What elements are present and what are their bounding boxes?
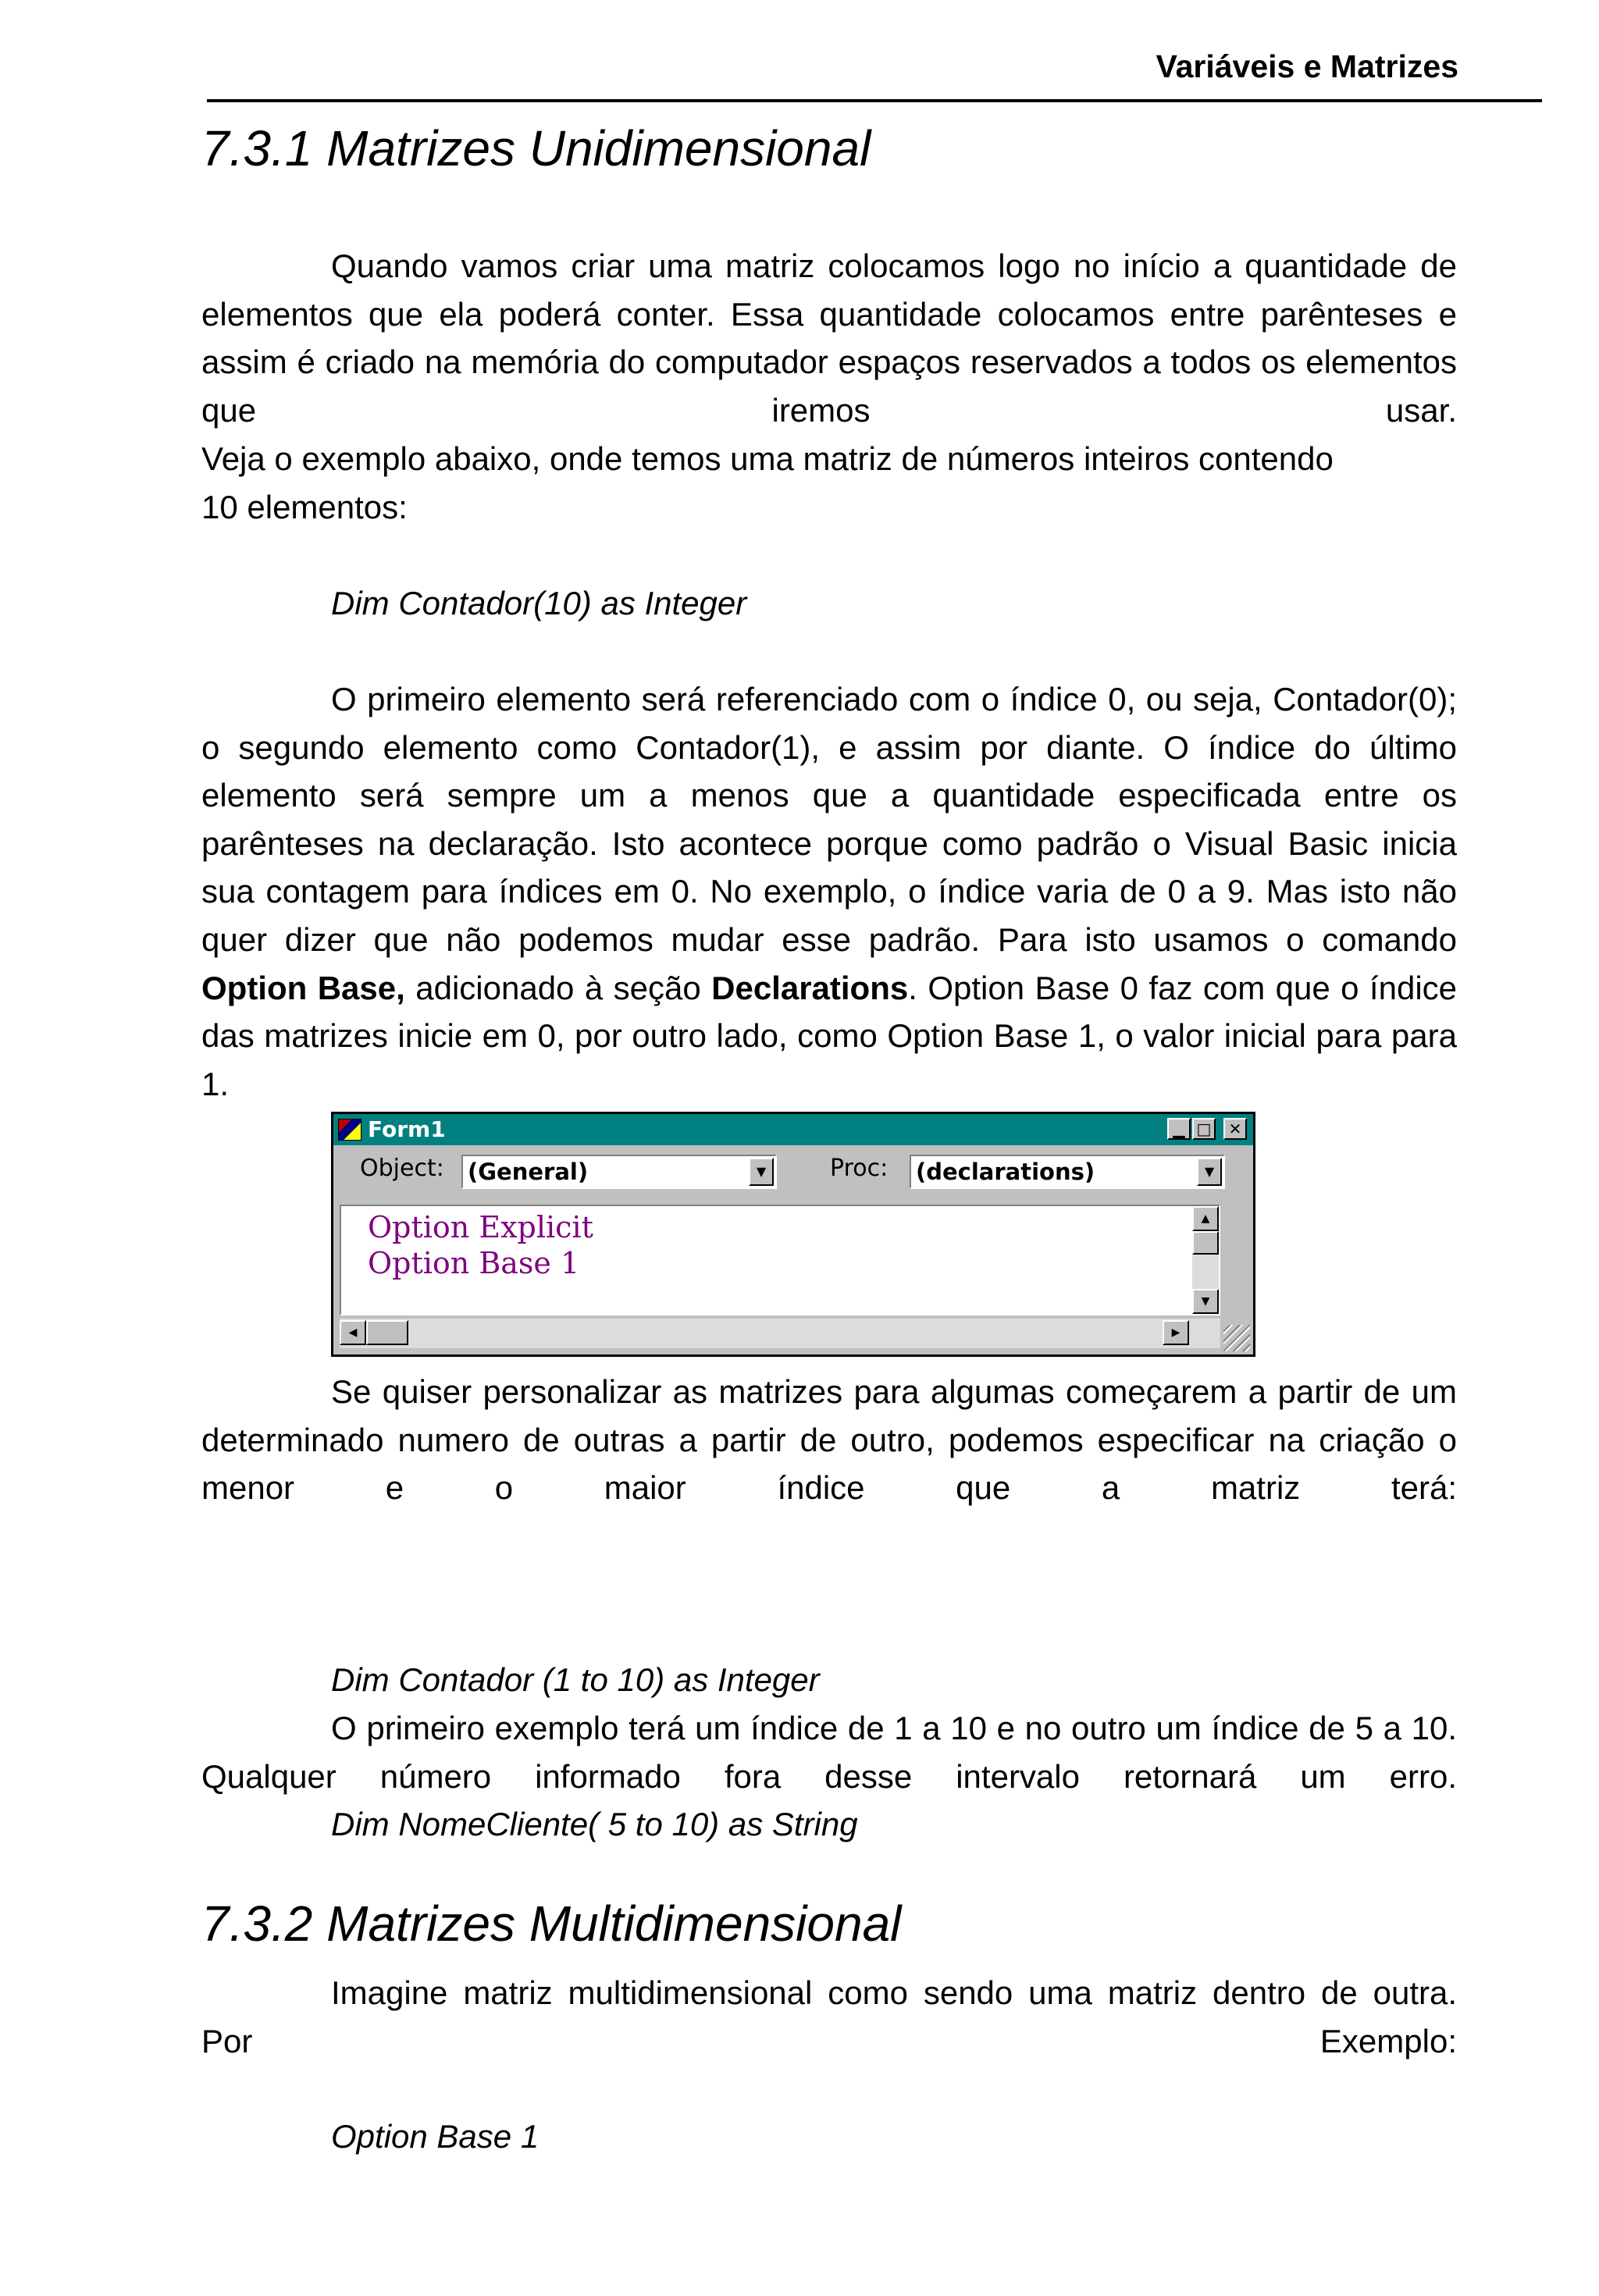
paragraph-multidimensional: Imagine matriz multidimensional como sendo uma matriz dentro de outra. Por Exemplo: — [201, 1974, 1457, 2059]
chevron-down-icon[interactable]: ▼ — [1197, 1158, 1222, 1186]
scroll-right-arrow-icon[interactable]: ▶ — [1163, 1320, 1189, 1345]
scroll-down-arrow-icon[interactable]: ▼ — [1192, 1289, 1219, 1314]
paragraph-index-explanation — [201, 675, 1457, 1108]
scroll-up-arrow-icon[interactable]: ▲ — [1192, 1206, 1219, 1231]
paragraph-line: Veja o exemplo abaixo, onde temos uma matriz de números inteiros contendo — [201, 440, 1334, 477]
section-heading-7-3-1: 7.3.1 Matrizes Unidimensional — [201, 120, 871, 176]
window-title: Form1 — [368, 1116, 446, 1142]
paragraph-bounds-explanation: O primeiro exemplo terá um índice de 1 a 10 e no outro um índice de 5 a 10. Qualquer número informado fora desse intervalo retornará um erro. — [201, 1710, 1457, 1795]
bold-term-option-base: Option Base, — [201, 969, 405, 1006]
scroll-thumb[interactable] — [1192, 1231, 1219, 1255]
proc-label: Proc: — [830, 1155, 889, 1182]
horizontal-scrollbar[interactable] — [340, 1319, 1220, 1348]
scroll-thumb[interactable] — [366, 1320, 408, 1345]
code-line: Dim Contador (1 to 10) as Integer — [331, 1661, 820, 1699]
resize-grip-icon[interactable] — [1223, 1325, 1250, 1351]
close-button[interactable]: ✕ — [1223, 1118, 1247, 1140]
code-editor[interactable] — [340, 1205, 1220, 1315]
scroll-left-arrow-icon[interactable]: ◀ — [340, 1320, 366, 1345]
window-titlebar[interactable] — [333, 1114, 1253, 1145]
paragraph-intro: Quando vamos criar uma matriz colocamos logo no início a quantidade de elementos que ela poderá conter. Essa quantidade colocamos entre parênteses e assim é criado na memória do computador espaços reservados a todos os elementos que iremos usar. — [201, 247, 1457, 429]
object-dropdown-value: (General) — [468, 1159, 589, 1185]
text-run: . Option Base 0 faz com que o índice das matrizes inicie em 0, por outro lado, como Option Base 1, o valor inicial para para 1. — [201, 969, 1458, 1102]
vb-app-icon — [338, 1119, 361, 1141]
vb-code-window — [331, 1112, 1255, 1357]
running-header: Variáveis e Matrizes — [1156, 48, 1458, 84]
code-line: Option Base 1 — [368, 1246, 580, 1280]
code-line: Dim NomeCliente( 5 to 10) as String — [331, 1805, 858, 1842]
paragraph-custom-bounds: Se quiser personalizar as matrizes para algumas começarem a partir de um determinado numero de outras a partir de outro, podemos especificar na criação o menor e o maior índice que a matriz terá: — [201, 1373, 1457, 1507]
proc-dropdown-value: (declarations) — [916, 1159, 1095, 1185]
chevron-down-icon[interactable]: ▼ — [749, 1158, 774, 1186]
bold-term-declarations: Declarations — [711, 969, 909, 1006]
header-rule — [207, 99, 1542, 102]
object-dropdown[interactable] — [461, 1155, 777, 1189]
paragraph-line: 10 elementos: — [201, 488, 408, 525]
section-heading-7-3-2: 7.3.2 Matrizes Multidimensional — [201, 1896, 902, 1952]
text-run: O primeiro elemento será referenciado com o índice 0, ou seja, Contador(0); o segundo elemento como Contador(1), e assim por diante. O índice do último elemento será sempre um a menos que a quantidade especificada entre os parênteses na declaração. Isto acontece porque como padrão o Visual Basic inicia sua contagem para índices em 0. No exemplo, o índice varia de 0 a 9. Mas isto não quer dizer que não podemos mudar esse padrão. Para isto usamos o comando — [201, 681, 1457, 958]
code-example-option-base: Option Base 1 — [331, 2118, 540, 2155]
proc-dropdown[interactable] — [910, 1155, 1225, 1189]
code-example-dim-contador: Dim Contador(10) as Integer — [331, 585, 747, 621]
minimize-button[interactable]: ▁ — [1167, 1118, 1191, 1140]
paragraph-example-intro — [201, 435, 1457, 531]
text-run: adicionado à seção — [415, 969, 701, 1006]
maximize-button[interactable]: □ — [1192, 1118, 1216, 1140]
vertical-scrollbar[interactable] — [1192, 1206, 1219, 1314]
code-line: Option Explicit — [368, 1210, 593, 1244]
object-label: Object: — [360, 1155, 444, 1182]
